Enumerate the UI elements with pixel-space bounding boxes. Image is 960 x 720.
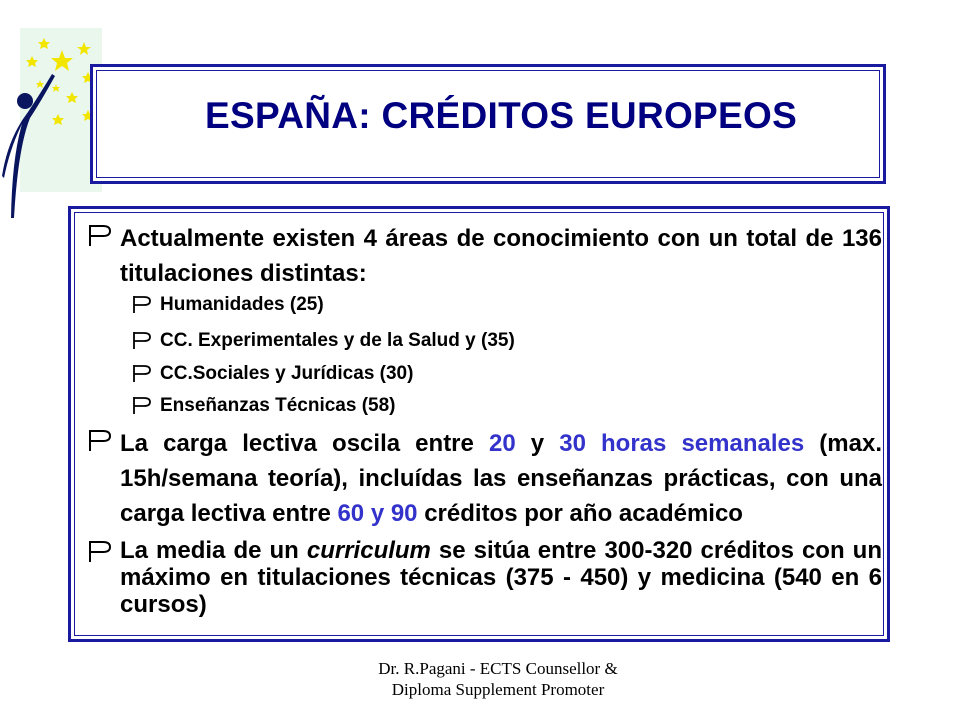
flag-bullet-icon xyxy=(130,395,160,415)
bullet-carga-lectiva xyxy=(86,426,882,531)
sub-bullet-text: CC.Sociales y Jurídicas (30) xyxy=(160,363,414,384)
flag-bullet-icon xyxy=(130,330,160,350)
bullet-curriculum xyxy=(86,537,882,618)
sub-bullet-experimentales xyxy=(130,329,830,353)
highlight-creditos: 60 y 90 xyxy=(337,500,418,527)
highlight-horas: 30 horas semanales xyxy=(559,430,805,457)
flag-bullet-icon xyxy=(86,223,120,247)
sub-bullet-humanidades xyxy=(130,293,830,317)
bullet-curriculum-text: La media de un curriculum se sitúa entre 300-320 créditos con un máximo en titulaciones técnicas (375 - 450) y medicina (540 en 6 cursos) xyxy=(120,537,882,618)
footer-line-2: Diploma Supplement Promoter xyxy=(391,680,605,699)
sub-bullet-text: Humanidades (25) xyxy=(160,294,324,315)
bullet-carga-text: La carga lectiva oscila entre 20 y 30 horas semanales (max. 15h/semana teoría), incluídas las enseñanzas prácticas, con una carga lectiva entre 60 y 90 créditos por año académico xyxy=(120,430,883,527)
footer-line-1: Dr. R.Pagani - ECTS Counsellor & xyxy=(378,659,618,678)
sub-bullet-sociales xyxy=(130,362,830,386)
flag-bullet-icon xyxy=(130,294,160,314)
sub-bullet-text: CC. Experimentales y de la Salud y (35) xyxy=(160,330,515,351)
europe-stars-logo xyxy=(0,28,104,218)
slide-title: ESPAÑA: CRÉDITOS EUROPEOS xyxy=(205,95,798,136)
sub-bullet-text: Enseñanzas Técnicas (58) xyxy=(160,395,396,416)
flag-bullet-icon xyxy=(130,363,160,383)
title-frame xyxy=(90,64,886,184)
sub-bullet-tecnicas xyxy=(130,394,830,418)
highlight-20: 20 xyxy=(488,430,516,457)
bullet-areas xyxy=(86,221,882,291)
curriculum-italic: curriculum xyxy=(306,537,431,564)
flag-bullet-icon xyxy=(86,539,120,563)
slide-footer xyxy=(0,658,960,700)
flag-bullet-icon xyxy=(86,428,120,452)
bullet-areas-text: Actualmente existen 4 áreas de conocimiento con un total de 136 titulaciones distintas: xyxy=(120,225,882,287)
